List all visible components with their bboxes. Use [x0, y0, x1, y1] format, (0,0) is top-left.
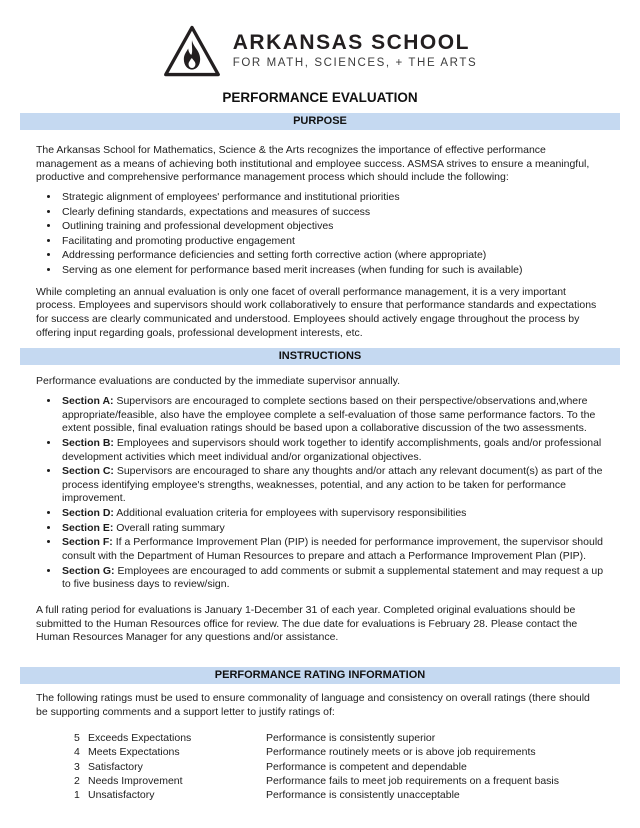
purpose-bullet-list — [36, 191, 604, 278]
rating-label: Unsatisfactory — [88, 789, 155, 802]
rating-row — [74, 760, 559, 774]
section-text: Employees and supervisors should work together to identify accomplishments, goals and/or professional development activities which meet individual and/or organizational objectives. — [62, 436, 602, 463]
rating-description: Performance routinely meets or is above job requirements — [266, 746, 536, 759]
section-label: Section C: — [62, 465, 114, 478]
rating-score: 2 — [74, 774, 80, 787]
purpose-bullet: • Outlining training and professional development objectives — [60, 220, 604, 234]
section-text: Supervisors are encouraged to complete sections based on their perspective/observations and,where appropriate/feasible, also have the employee complete a self-evaluation of those same performance factors. To the extent possible, final evaluation ratings should be based upon a collaborative discussion of the two assessments. — [62, 394, 596, 435]
rating-row — [74, 774, 559, 788]
purpose-bullet: • Addressing performance deficiencies and setting forth corrective action (where appropriate) — [60, 249, 604, 263]
section-text: Supervisors are encouraged to share any thoughts and/or attach any relevant document(s) as part of the process identifying employee's strengths, weaknesses, potential, and any action to be taken for performance improvement. — [62, 465, 603, 505]
purpose-bullet: • Facilitating and promoting productive engagement — [60, 235, 604, 249]
rating-row — [74, 788, 559, 802]
section-label: Section A: — [62, 394, 114, 407]
section-text: Employees are encouraged to add comments or submit a supplemental statement and may request a up to five business days to review/sign. — [62, 564, 604, 591]
instructions-section-f — [60, 536, 604, 563]
purpose-bullet: • Clearly defining standards, expectations and measures of success — [60, 206, 604, 220]
instructions-intro: Performance evaluations are conducted by the immediate supervisor annually. — [36, 375, 401, 388]
rating-scale-table — [74, 731, 559, 802]
section-label: Section F: — [62, 536, 113, 549]
purpose-closing-paragraph: While completing an annual evaluation is only one facet of overall performance management, it is a very important process. Employees and supervisors should work collaboratively to ensure that performance standards and expectations for success are clearly communicated and understood. Employees should actively engage throughout the process by offering input regarding goals, professional development interests, etc. — [36, 285, 597, 339]
rating-score: 4 — [74, 746, 80, 759]
section-label: Section D: — [62, 507, 114, 520]
purpose-bullet: • Strategic alignment of employees' performance and institutional priorities — [60, 191, 604, 205]
purpose-bullet: • Serving as one element for performance based merit increases (when funding for such is available) — [60, 264, 604, 278]
rating-score: 5 — [74, 732, 80, 745]
instructions-section-list — [36, 395, 604, 592]
instructions-section-d — [60, 507, 604, 521]
instructions-section-c — [60, 465, 604, 506]
rating-label: Exceeds Expectations — [88, 732, 192, 745]
section-heading-purpose: PURPOSE — [20, 113, 620, 130]
section-label: Section G: — [62, 564, 115, 577]
purpose-intro-paragraph: The Arkansas School for Mathematics, Science & the Arts recognizes the importance of effective performance management as a means of achieving both institutional and employee success. ASMSA strives to ensure a meaningful, productive and comprehensive performance management process which should include the following: — [36, 144, 590, 184]
section-text: Overall rating summary — [116, 521, 225, 534]
flame-triangle-icon — [163, 24, 221, 78]
rating-label: Needs Improvement — [88, 774, 183, 787]
rating-description: Performance is consistently superior — [266, 732, 436, 745]
school-logo — [0, 0, 640, 78]
rating-description: Performance is competent and dependable — [266, 760, 467, 773]
instructions-section-b — [60, 437, 604, 464]
rating-description: Performance is consistently unacceptable — [266, 789, 460, 802]
rating-info-intro: The following ratings must be used to ensure commonality of language and consistency on overall ratings (there should be supporting comments and a support letter to justify ratings of: — [36, 691, 590, 718]
section-heading-instructions: INSTRUCTIONS — [20, 348, 620, 365]
rating-description: Performance fails to meet job requirements on a frequent basis — [266, 774, 559, 787]
section-text: Additional evaluation criteria for employees with supervisory responsibilities — [116, 507, 467, 520]
section-label: Section B: — [62, 436, 114, 449]
instructions-section-a — [60, 395, 604, 436]
rating-label: Satisfactory — [88, 760, 143, 773]
section-text: If a Performance Improvement Plan (PIP) is needed for performance improvement, the supervisor should consult with the Department of Human Resources to prepare and attach a Performance Improvement Plan (PIP). — [62, 536, 603, 563]
rating-row — [74, 731, 559, 745]
rating-row — [74, 745, 559, 759]
page-title: PERFORMANCE EVALUATION — [222, 90, 418, 105]
instructions-section-e — [60, 522, 604, 536]
logo-text — [233, 32, 478, 69]
rating-score: 1 — [74, 789, 80, 802]
rating-score: 3 — [74, 760, 80, 773]
section-heading-rating-information: PERFORMANCE RATING INFORMATION — [20, 667, 620, 684]
rating-label: Meets Expectations — [88, 746, 180, 759]
logo-school-name: ARKANSAS SCHOOL — [232, 31, 470, 55]
section-label: Section E: — [62, 521, 114, 534]
instructions-section-g — [60, 565, 604, 592]
logo-tagline: FOR MATH, SCIENCES, + THE ARTS — [232, 57, 478, 70]
instructions-closing-paragraph: A full rating period for evaluations is January 1-December 31 of each year. Completed original evaluations should be submitted to the Human Resources office for review. The due date for evaluations is February 28. Please contact the Human Resources Manager for any questions and/or assistance. — [36, 603, 578, 644]
